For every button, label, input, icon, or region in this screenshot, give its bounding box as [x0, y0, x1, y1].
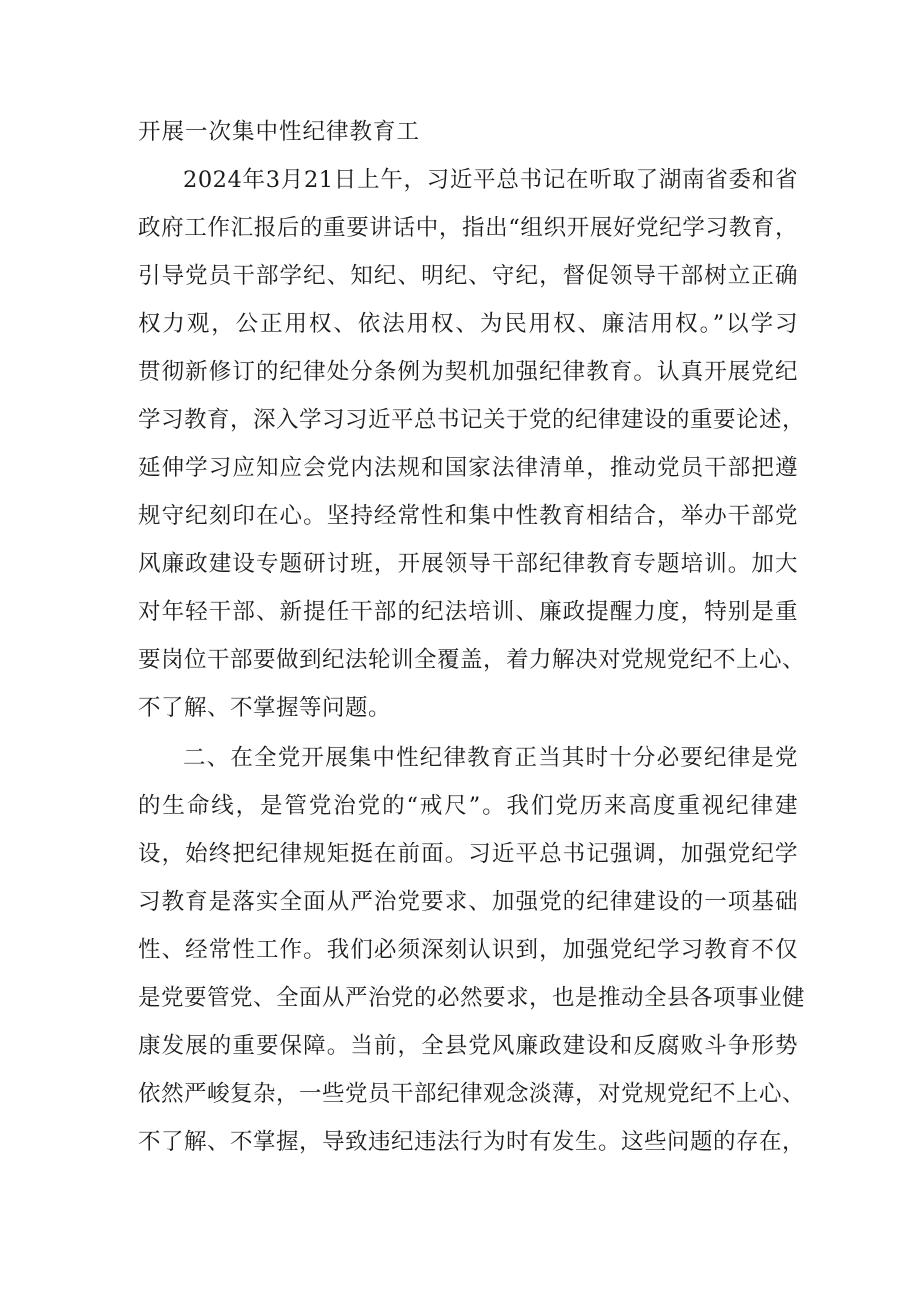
paragraph-1-line: 政府工作汇报后的重要讲话中，指出“组织开展好党纪学习教育， [138, 215, 798, 241]
paragraph-1-line: 对年轻干部、新提任干部的纪法培训、廉政提醒力度，特别是重 [138, 599, 798, 625]
paragraph-2-line: 性、经常性工作。我们必须深刻认识到，加强党纪学习教育不仅 [138, 937, 798, 963]
paragraph-2-line: 的生命线，是管党治党的“戒尺”。我们党历来高度重视纪律建 [138, 793, 798, 819]
document-title-line: 开展一次集中性纪律教育工 [138, 119, 421, 145]
paragraph-2-line: 不了解、不掌握，导致违纪违法行为时有发生。这些问题的存在， [138, 1129, 806, 1155]
paragraph-2-line: 依然严峻复杂，一些党员干部纪律观念淡薄，对党规党纪不上心、 [138, 1081, 806, 1107]
paragraph-2-line: 康发展的重要保障。当前，全县党风廉政建设和反腐败斗争形势 [138, 1033, 798, 1059]
paragraph-1-line: 权力观，公正用权、依法用权、为民用权、廉洁用权。”以学习 [138, 311, 798, 337]
paragraph-2-line: 设，始终把纪律规矩挺在前面。习近平总书记强调，加强党纪学 [138, 841, 798, 867]
paragraph-1-line: 贯彻新修订的纪律处分条例为契机加强纪律教育。认真开展党纪 [138, 359, 798, 385]
paragraph-1-line: 风廉政建设专题研讨班，开展领导干部纪律教育专题培训。加大 [138, 551, 798, 577]
paragraph-1-line: 不了解、不掌握等问题。 [138, 695, 392, 721]
paragraph-1-line: 2024年3月21日上午，习近平总书记在听取了湖南省委和省 [183, 167, 798, 193]
paragraph-2-line: 二、在全党开展集中性纪律教育正当其时十分必要纪律是党 [183, 745, 798, 771]
paragraph-2-line: 习教育是落实全面从严治党要求、加强党的纪律建设的一项基础 [138, 889, 798, 915]
paragraph-1-line: 延伸学习应知应会党内法规和国家法律清单，推动党员干部把遵 [138, 455, 798, 481]
paragraph-1-line: 要岗位干部要做到纪法轮训全覆盖，着力解决对党规党纪不上心、 [138, 647, 806, 673]
paragraph-2-line: 是党要管党、全面从严治党的必然要求，也是推动全县各项事业健 [138, 985, 806, 1011]
paragraph-1-line: 规守纪刻印在心。坚持经常性和集中性教育相结合，举办干部党 [138, 503, 798, 529]
paragraph-1-line: 学习教育，深入学习习近平总书记关于党的纪律建设的重要论述， [138, 407, 806, 433]
paragraph-1-line: 引导党员干部学纪、知纪、明纪、守纪，督促领导干部树立正确 [138, 263, 798, 289]
